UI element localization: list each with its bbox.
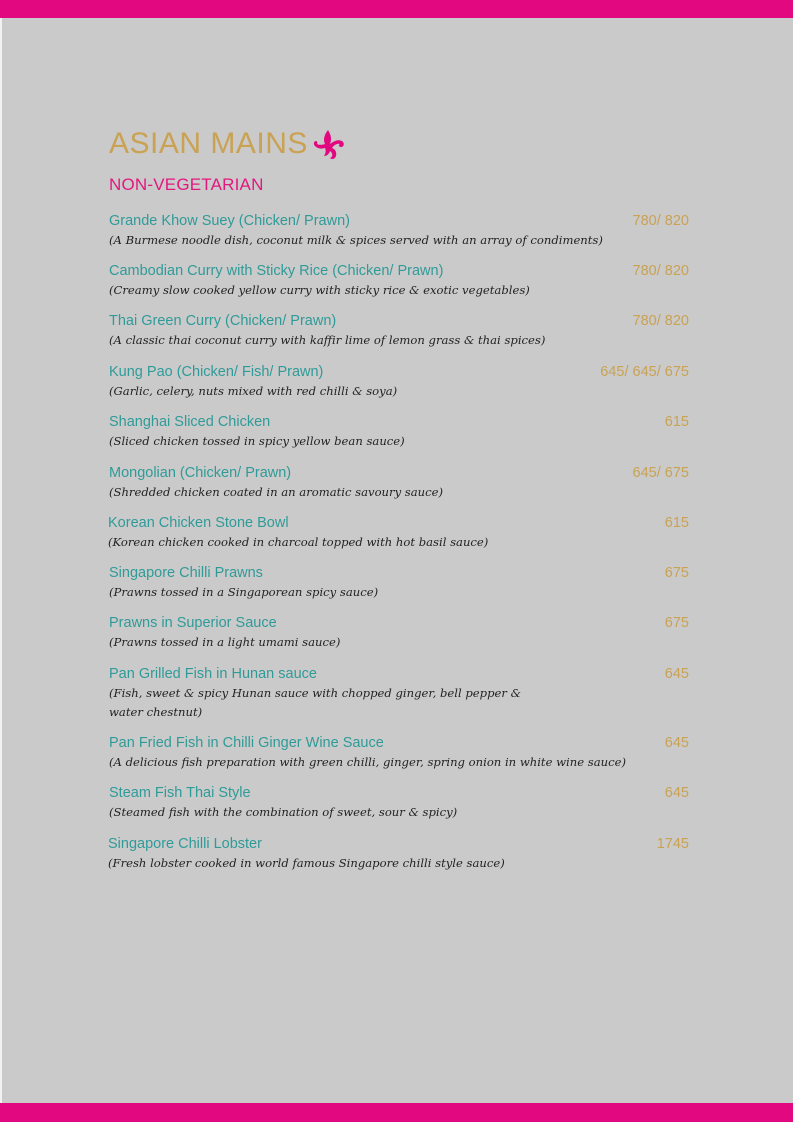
section-subtitle: NON-VEGETARIAN (109, 175, 264, 194)
menu-item (109, 413, 689, 451)
item-price: 645/ 675 (632, 465, 689, 481)
item-price: 1745 (656, 836, 689, 852)
item-name: Pan Fried Fish in Chilli Ginger Wine Sauce (109, 735, 384, 751)
page-edge (0, 18, 2, 1103)
item-price: 615 (664, 515, 689, 531)
menu-item (109, 212, 689, 250)
item-price: 645/ 645/ 675 (600, 364, 689, 380)
menu-item (109, 564, 689, 602)
menu-item (109, 734, 689, 772)
item-name: Grande Khow Suey (Chicken/ Prawn) (109, 213, 350, 229)
menu-item (109, 363, 689, 401)
item-description: (A classic thai coconut curry with kaffir lime of lemon grass & thai spices) (109, 333, 546, 347)
item-description: (A delicious fish preparation with green chilli, ginger, spring onion in white wine sauce) (109, 755, 626, 769)
item-price: 645 (664, 735, 689, 751)
item-name: Shanghai Sliced Chicken (109, 414, 271, 430)
fleur-de-lis-icon (308, 128, 348, 162)
item-price: 675 (664, 615, 689, 631)
item-name: Thai Green Curry (Chicken/ Prawn) (109, 313, 337, 329)
menu-item (109, 312, 689, 350)
page-title: ASIAN MAINS (109, 127, 308, 160)
menu-item (108, 835, 689, 873)
item-price: 645 (664, 785, 689, 801)
item-name: Singapore Chilli Lobster (108, 836, 262, 852)
item-name: Korean Chicken Stone Bowl (108, 515, 289, 531)
item-description: (Fresh lobster cooked in world famous Singapore chilli style sauce) (108, 856, 505, 870)
item-name: Prawns in Superior Sauce (109, 615, 277, 631)
item-description: (Prawns tossed in a light umami sauce) (109, 635, 341, 649)
menu-item (109, 614, 689, 652)
menu-item (108, 514, 689, 552)
item-description: (Steamed fish with the combination of sweet, sour & spicy) (109, 805, 458, 819)
item-description: (Garlic, celery, nuts mixed with red chilli & soya) (109, 384, 398, 398)
item-name: Steam Fish Thai Style (109, 785, 251, 801)
item-description: (Sliced chicken tossed in spicy yellow bean sauce) (109, 434, 405, 448)
item-name: Mongolian (Chicken/ Prawn) (109, 465, 292, 481)
item-description: (Fish, sweet & spicy Hunan sauce with chopped ginger, bell pepper & water chestnut) (109, 686, 521, 719)
menu-item (109, 784, 689, 822)
item-price: 645 (664, 666, 689, 682)
item-name: Pan Grilled Fish in Hunan sauce (109, 666, 317, 682)
item-price: 780/ 820 (632, 213, 689, 229)
menu-item (109, 464, 689, 502)
top-accent-bar (0, 0, 793, 18)
item-description: (Creamy slow cooked yellow curry with sticky rice & exotic vegetables) (109, 283, 530, 297)
item-description: (Korean chicken cooked in charcoal topped with hot basil sauce) (108, 535, 489, 549)
item-name: Cambodian Curry with Sticky Rice (Chicken/ Prawn) (109, 263, 444, 279)
section-header (109, 126, 348, 162)
item-price: 780/ 820 (632, 263, 689, 279)
item-name: Singapore Chilli Prawns (109, 565, 263, 581)
item-description: (A Burmese noodle dish, coconut milk & spices served with an array of condiments) (109, 233, 603, 247)
menu-item (109, 665, 689, 722)
item-price: 675 (664, 565, 689, 581)
item-description: (Prawns tossed in a Singaporean spicy sauce) (109, 585, 379, 599)
item-price: 780/ 820 (632, 313, 689, 329)
bottom-accent-bar (0, 1103, 793, 1122)
item-name: Kung Pao (Chicken/ Fish/ Prawn) (109, 364, 324, 380)
item-description: (Shredded chicken coated in an aromatic savoury sauce) (109, 485, 444, 499)
item-price: 615 (664, 414, 689, 430)
menu-item (109, 262, 689, 300)
